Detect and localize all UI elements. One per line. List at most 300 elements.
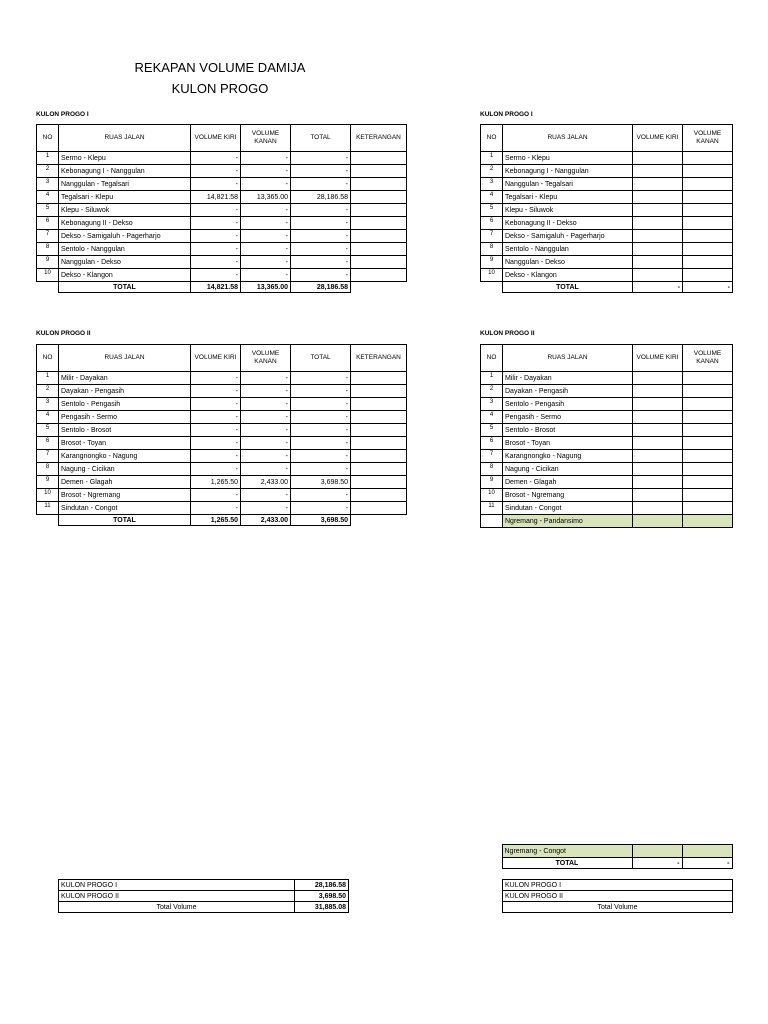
row-no: 8 (37, 243, 59, 256)
row-kiri (633, 243, 683, 256)
section-label-left-kp2: KULON PROGO II (36, 330, 91, 337)
row-ruas: Sentolo - Pengasih (503, 398, 633, 411)
row-kiri: 1,265.50 (191, 476, 241, 489)
section-label-right-kp2: KULON PROGO II (480, 330, 535, 337)
col-ket: KETERANGAN (351, 345, 407, 372)
summary-total-value: 31,885.08 (295, 902, 349, 913)
row-kiri: - (191, 489, 241, 502)
row-keterangan (351, 502, 407, 515)
row-total: - (291, 269, 351, 282)
row-kiri (633, 152, 683, 165)
row-ruas: Klepu - Siluwok (503, 204, 633, 217)
row-kiri (633, 476, 683, 489)
col-kanan: VOLUME KANAN (241, 345, 291, 372)
row-total: - (291, 152, 351, 165)
section-label-right-kp1: KULON PROGO I (480, 111, 533, 118)
row-ruas: Nagung - Cicikan (503, 463, 633, 476)
row-ruas: Pengasih - Sermo (503, 411, 633, 424)
row-no: 9 (481, 256, 503, 269)
row-no: 3 (481, 178, 503, 191)
table-row (37, 372, 407, 385)
row-total: - (291, 230, 351, 243)
row-kiri: 14,821.58 (191, 191, 241, 204)
table-row (37, 385, 407, 398)
table-row (37, 178, 407, 191)
row-kiri (633, 385, 683, 398)
row-kanan (683, 217, 733, 230)
row-keterangan (351, 191, 407, 204)
row-total: 3,698.50 (291, 476, 351, 489)
table-row (37, 476, 407, 489)
total-kiri: 14,821.58 (191, 282, 241, 293)
row-ruas: Sentolo - Brosot (59, 424, 191, 437)
right-bottom-table (480, 844, 733, 869)
row-no: 4 (37, 191, 59, 204)
row-keterangan (351, 217, 407, 230)
row-ruas: Pengasih - Sermo (59, 411, 191, 424)
row-kiri (633, 256, 683, 269)
row-kiri (633, 424, 683, 437)
row-kanan: 13,365.00 (241, 191, 291, 204)
col-kiri: VOLUME KIRI (191, 125, 241, 152)
row-kiri: - (191, 385, 241, 398)
row-kanan (683, 204, 733, 217)
row-kiri (633, 463, 683, 476)
row-kanan (683, 230, 733, 243)
row-kiri: - (191, 424, 241, 437)
row-kanan: - (241, 489, 291, 502)
row-ruas: Sindutan - Congot (503, 502, 633, 515)
row-kanan (683, 372, 733, 385)
row-no: 2 (37, 165, 59, 178)
row-keterangan (351, 489, 407, 502)
row-keterangan (351, 269, 407, 282)
total-row (480, 858, 732, 869)
row-no: 7 (37, 230, 59, 243)
table-row (481, 152, 733, 165)
row-no: 8 (481, 463, 503, 476)
row-kanan: - (241, 152, 291, 165)
table-row (37, 204, 407, 217)
row-kiri (633, 217, 683, 230)
summary-total-label: Total Volume (59, 902, 295, 913)
row-ruas: Demen - Glagah (59, 476, 191, 489)
row-ruas: Brosot - Ngremang (503, 489, 633, 502)
row-keterangan (351, 385, 407, 398)
table-row (481, 411, 733, 424)
col-no: NO (481, 125, 503, 152)
row-keterangan (351, 437, 407, 450)
row-kanan: 2,433.00 (241, 476, 291, 489)
table-row (481, 489, 733, 502)
page-title: REKAPAN VOLUME DAMIJA (134, 60, 306, 75)
total-label: TOTAL (59, 282, 191, 293)
col-kiri: VOLUME KIRI (633, 345, 683, 372)
row-no: 8 (481, 243, 503, 256)
row-kiri (633, 230, 683, 243)
table-row (481, 256, 733, 269)
row-total: - (291, 502, 351, 515)
total-total: 3,698.50 (291, 515, 351, 526)
row-total: - (291, 411, 351, 424)
row-kiri: - (191, 437, 241, 450)
row-kiri (633, 178, 683, 191)
table-row (37, 450, 407, 463)
total-row (37, 282, 407, 293)
summary-row-kp1 (59, 880, 349, 891)
row-kiri (633, 269, 683, 282)
col-total: TOTAL (291, 345, 351, 372)
row-ruas: Sermo - Klepu (503, 152, 633, 165)
row-kiri: - (191, 502, 241, 515)
row-ruas: Brosot - Toyan (503, 437, 633, 450)
table-row (481, 217, 733, 230)
row-no: 2 (481, 385, 503, 398)
row-total: - (291, 398, 351, 411)
row-no: 6 (37, 437, 59, 450)
summary-row-kp2 (503, 891, 733, 902)
row-ruas: Dekso - Klangon (59, 269, 191, 282)
table-row (481, 204, 733, 217)
row-kiri: - (191, 243, 241, 256)
row-no: 10 (37, 489, 59, 502)
row-no: 5 (37, 204, 59, 217)
row-no: 5 (481, 424, 503, 437)
row-no: 1 (37, 372, 59, 385)
col-ruas: RUAS JALAN (503, 345, 633, 372)
summary-kp1-label: KULON PROGO I (503, 880, 733, 891)
row-total: - (291, 243, 351, 256)
table-row (481, 165, 733, 178)
row-kiri: - (191, 165, 241, 178)
row-kanan: - (241, 256, 291, 269)
row-total: - (291, 437, 351, 450)
col-kiri: VOLUME KIRI (191, 345, 241, 372)
row-ruas: Kebonagung I - Nanggulan (59, 165, 191, 178)
row-kiri (633, 411, 683, 424)
total-kanan: 2,433.00 (241, 515, 291, 526)
row-total: - (291, 204, 351, 217)
summary-row-total (59, 902, 349, 913)
row-ruas: Sermo - Klepu (59, 152, 191, 165)
row-ruas: Tegalsari - Klepu (503, 191, 633, 204)
row-no: 1 (481, 152, 503, 165)
row-total: - (291, 256, 351, 269)
summary-row-total (503, 902, 733, 913)
row-ruas: Sentolo - Nanggulan (59, 243, 191, 256)
row-no: 9 (481, 476, 503, 489)
row-kiri (633, 437, 683, 450)
row-no: 6 (481, 217, 503, 230)
row-total: - (291, 165, 351, 178)
row-kanan (683, 191, 733, 204)
row-no: 3 (37, 398, 59, 411)
col-ruas: RUAS JALAN (59, 345, 191, 372)
row-total: - (291, 178, 351, 191)
table-row (37, 411, 407, 424)
row-kiri: - (191, 269, 241, 282)
row-kiri: - (191, 372, 241, 385)
left-kp1-table (36, 124, 407, 293)
row-keterangan (351, 230, 407, 243)
summary-total-label: Total Volume (503, 902, 733, 913)
row-kanan: - (241, 437, 291, 450)
table-row (37, 269, 407, 282)
row-kanan: - (241, 502, 291, 515)
row-kiri: - (191, 178, 241, 191)
table-row (481, 269, 733, 282)
row-kanan: - (241, 424, 291, 437)
table-row (481, 372, 733, 385)
row-no: 4 (37, 411, 59, 424)
row-ruas: Dekso - Samigaluh - Pagerharjo (503, 230, 633, 243)
summary-kp2-label: KULON PROGO II (59, 891, 295, 902)
row-keterangan (351, 411, 407, 424)
table-row (481, 424, 733, 437)
table-row (37, 191, 407, 204)
row-kanan (683, 476, 733, 489)
row-no: 11 (37, 502, 59, 515)
row-kanan: - (241, 230, 291, 243)
row-kanan (683, 178, 733, 191)
row-kanan: - (241, 372, 291, 385)
total-kanan: - (683, 282, 733, 293)
table-row (37, 217, 407, 230)
col-ket: KETERANGAN (351, 125, 407, 152)
row-no: 11 (481, 502, 503, 515)
col-no: NO (37, 345, 59, 372)
row-kanan: - (241, 463, 291, 476)
row-ruas: Kebonagung I - Nanggulan (503, 165, 633, 178)
row-total: - (291, 217, 351, 230)
row-no: 1 (481, 372, 503, 385)
row-ruas: Milir - Dayakan (59, 372, 191, 385)
row-ruas: Brosot - Toyan (59, 437, 191, 450)
row-kanan (683, 385, 733, 398)
summary-row-kp1 (503, 880, 733, 891)
row-no: 7 (37, 450, 59, 463)
row-no: 4 (481, 191, 503, 204)
row-kiri: - (191, 411, 241, 424)
row-no: 10 (481, 269, 503, 282)
row-no: 2 (481, 165, 503, 178)
row-no: 5 (481, 204, 503, 217)
row-ruas: Nanggulan - Tegalsari (503, 178, 633, 191)
total-label: TOTAL (502, 858, 632, 869)
row-no: 9 (37, 476, 59, 489)
total-kanan: - (682, 858, 732, 869)
summary-kp2-value: 3,698.50 (295, 891, 349, 902)
row-keterangan (351, 398, 407, 411)
table-row (481, 243, 733, 256)
row-kanan (683, 424, 733, 437)
left-summary-table (58, 879, 349, 913)
row-kanan (683, 463, 733, 476)
table-row (481, 502, 733, 515)
row-kanan: - (241, 450, 291, 463)
table-row (37, 256, 407, 269)
table-row (37, 489, 407, 502)
col-no: NO (481, 345, 503, 372)
row-ruas: Karangnongko - Nagung (503, 450, 633, 463)
table-row (481, 385, 733, 398)
row-ruas: Nanggulan - Dekso (503, 256, 633, 269)
row-no: 1 (37, 152, 59, 165)
row-keterangan (351, 243, 407, 256)
row-no: 6 (37, 217, 59, 230)
row-ruas: Nanggulan - Dekso (59, 256, 191, 269)
row-kanan: - (241, 243, 291, 256)
row-kanan (683, 450, 733, 463)
total-label: TOTAL (59, 515, 191, 526)
left-kp2-table (36, 344, 407, 526)
table-row (37, 502, 407, 515)
row-ruas: Dayakan - Pengasih (59, 385, 191, 398)
summary-kp2-label: KULON PROGO II (503, 891, 733, 902)
table-row (37, 243, 407, 256)
row-ruas: Kebonagung II - Dekso (503, 217, 633, 230)
summary-row-kp2 (59, 891, 349, 902)
row-ruas: Karangnongko - Nagung (59, 450, 191, 463)
row-keterangan (351, 476, 407, 489)
row-kanan (683, 502, 733, 515)
table-row (481, 230, 733, 243)
row-keterangan (351, 256, 407, 269)
row-kiri (633, 450, 683, 463)
row-total: - (291, 424, 351, 437)
row-keterangan (351, 463, 407, 476)
row-kiri: - (191, 450, 241, 463)
extra-row-ruas: Ngremang - Pandansimo (503, 515, 633, 528)
right-kp2-table (480, 344, 733, 528)
row-ruas: Tegalsari - Klepu (59, 191, 191, 204)
table-row (481, 398, 733, 411)
row-no: 2 (37, 385, 59, 398)
row-no: 7 (481, 450, 503, 463)
total-row (481, 282, 733, 293)
row-total: - (291, 385, 351, 398)
row-keterangan (351, 372, 407, 385)
row-kiri (633, 398, 683, 411)
row-kanan (683, 411, 733, 424)
right-kp1-table (480, 124, 733, 293)
row-total: - (291, 463, 351, 476)
total-total: 28,186.58 (291, 282, 351, 293)
row-kanan (683, 165, 733, 178)
table-row (37, 424, 407, 437)
table-row (37, 463, 407, 476)
row-kiri: - (191, 256, 241, 269)
row-kanan: - (241, 398, 291, 411)
extra-row (481, 515, 733, 528)
row-kanan: - (241, 204, 291, 217)
row-no: 10 (37, 269, 59, 282)
row-ruas: Nanggulan - Tegalsari (59, 178, 191, 191)
row-no: 8 (37, 463, 59, 476)
row-kiri: - (191, 152, 241, 165)
row-kanan: - (241, 178, 291, 191)
table-row (37, 152, 407, 165)
row-no: 6 (481, 437, 503, 450)
table-row (37, 165, 407, 178)
row-kanan: - (241, 269, 291, 282)
page-subtitle: KULON PROGO (171, 81, 269, 96)
row-ruas: Klepu - Siluwok (59, 204, 191, 217)
row-no: 3 (481, 398, 503, 411)
col-ruas: RUAS JALAN (503, 125, 633, 152)
row-kanan: - (241, 165, 291, 178)
row-no: 3 (37, 178, 59, 191)
right-summary-table (502, 879, 733, 913)
total-kiri: - (633, 282, 683, 293)
table-row (481, 178, 733, 191)
row-total: - (291, 450, 351, 463)
row-ruas: Kebonagung II - Dekso (59, 217, 191, 230)
row-ruas: Nagung - Cicikan (59, 463, 191, 476)
row-ruas: Brosot - Ngremang (59, 489, 191, 502)
table-row (481, 476, 733, 489)
table-row (481, 463, 733, 476)
row-no: 4 (481, 411, 503, 424)
row-ruas: Sentolo - Brosot (503, 424, 633, 437)
row-keterangan (351, 424, 407, 437)
bottom-row-ruas: Ngremang - Congot (502, 845, 632, 858)
col-no: NO (37, 125, 59, 152)
row-ruas: Dekso - Samigaluh - Pagerharjo (59, 230, 191, 243)
total-kanan: 13,365.00 (241, 282, 291, 293)
section-label-left-kp1: KULON PROGO I (36, 111, 89, 118)
row-kiri (633, 502, 683, 515)
row-ruas: Dekso - Klangon (503, 269, 633, 282)
row-ruas: Milir - Dayakan (503, 372, 633, 385)
row-kanan (683, 152, 733, 165)
total-label: TOTAL (503, 282, 633, 293)
row-kiri: - (191, 230, 241, 243)
row-total: - (291, 489, 351, 502)
row-kanan: - (241, 385, 291, 398)
row-no: 7 (481, 230, 503, 243)
col-kanan: VOLUME KANAN (241, 125, 291, 152)
row-no: 9 (37, 256, 59, 269)
row-keterangan (351, 204, 407, 217)
row-ruas: Dayakan - Pengasih (503, 385, 633, 398)
table-row (37, 398, 407, 411)
row-kanan (683, 489, 733, 502)
table-row (37, 230, 407, 243)
row-kiri (633, 372, 683, 385)
total-kiri: 1,265.50 (191, 515, 241, 526)
row-kanan: - (241, 411, 291, 424)
row-kanan (683, 437, 733, 450)
row-kanan: - (241, 217, 291, 230)
row-keterangan (351, 450, 407, 463)
row-kanan (683, 398, 733, 411)
table-row (37, 437, 407, 450)
row-kanan (683, 243, 733, 256)
table-row (481, 191, 733, 204)
table-row (481, 437, 733, 450)
row-kiri (633, 191, 683, 204)
row-keterangan (351, 178, 407, 191)
row-kiri (633, 489, 683, 502)
col-kiri: VOLUME KIRI (633, 125, 683, 152)
col-ruas: RUAS JALAN (59, 125, 191, 152)
total-kiri: - (632, 858, 682, 869)
row-ruas: Demen - Glagah (503, 476, 633, 489)
row-kanan (683, 269, 733, 282)
row-total: - (291, 372, 351, 385)
row-kiri: - (191, 398, 241, 411)
